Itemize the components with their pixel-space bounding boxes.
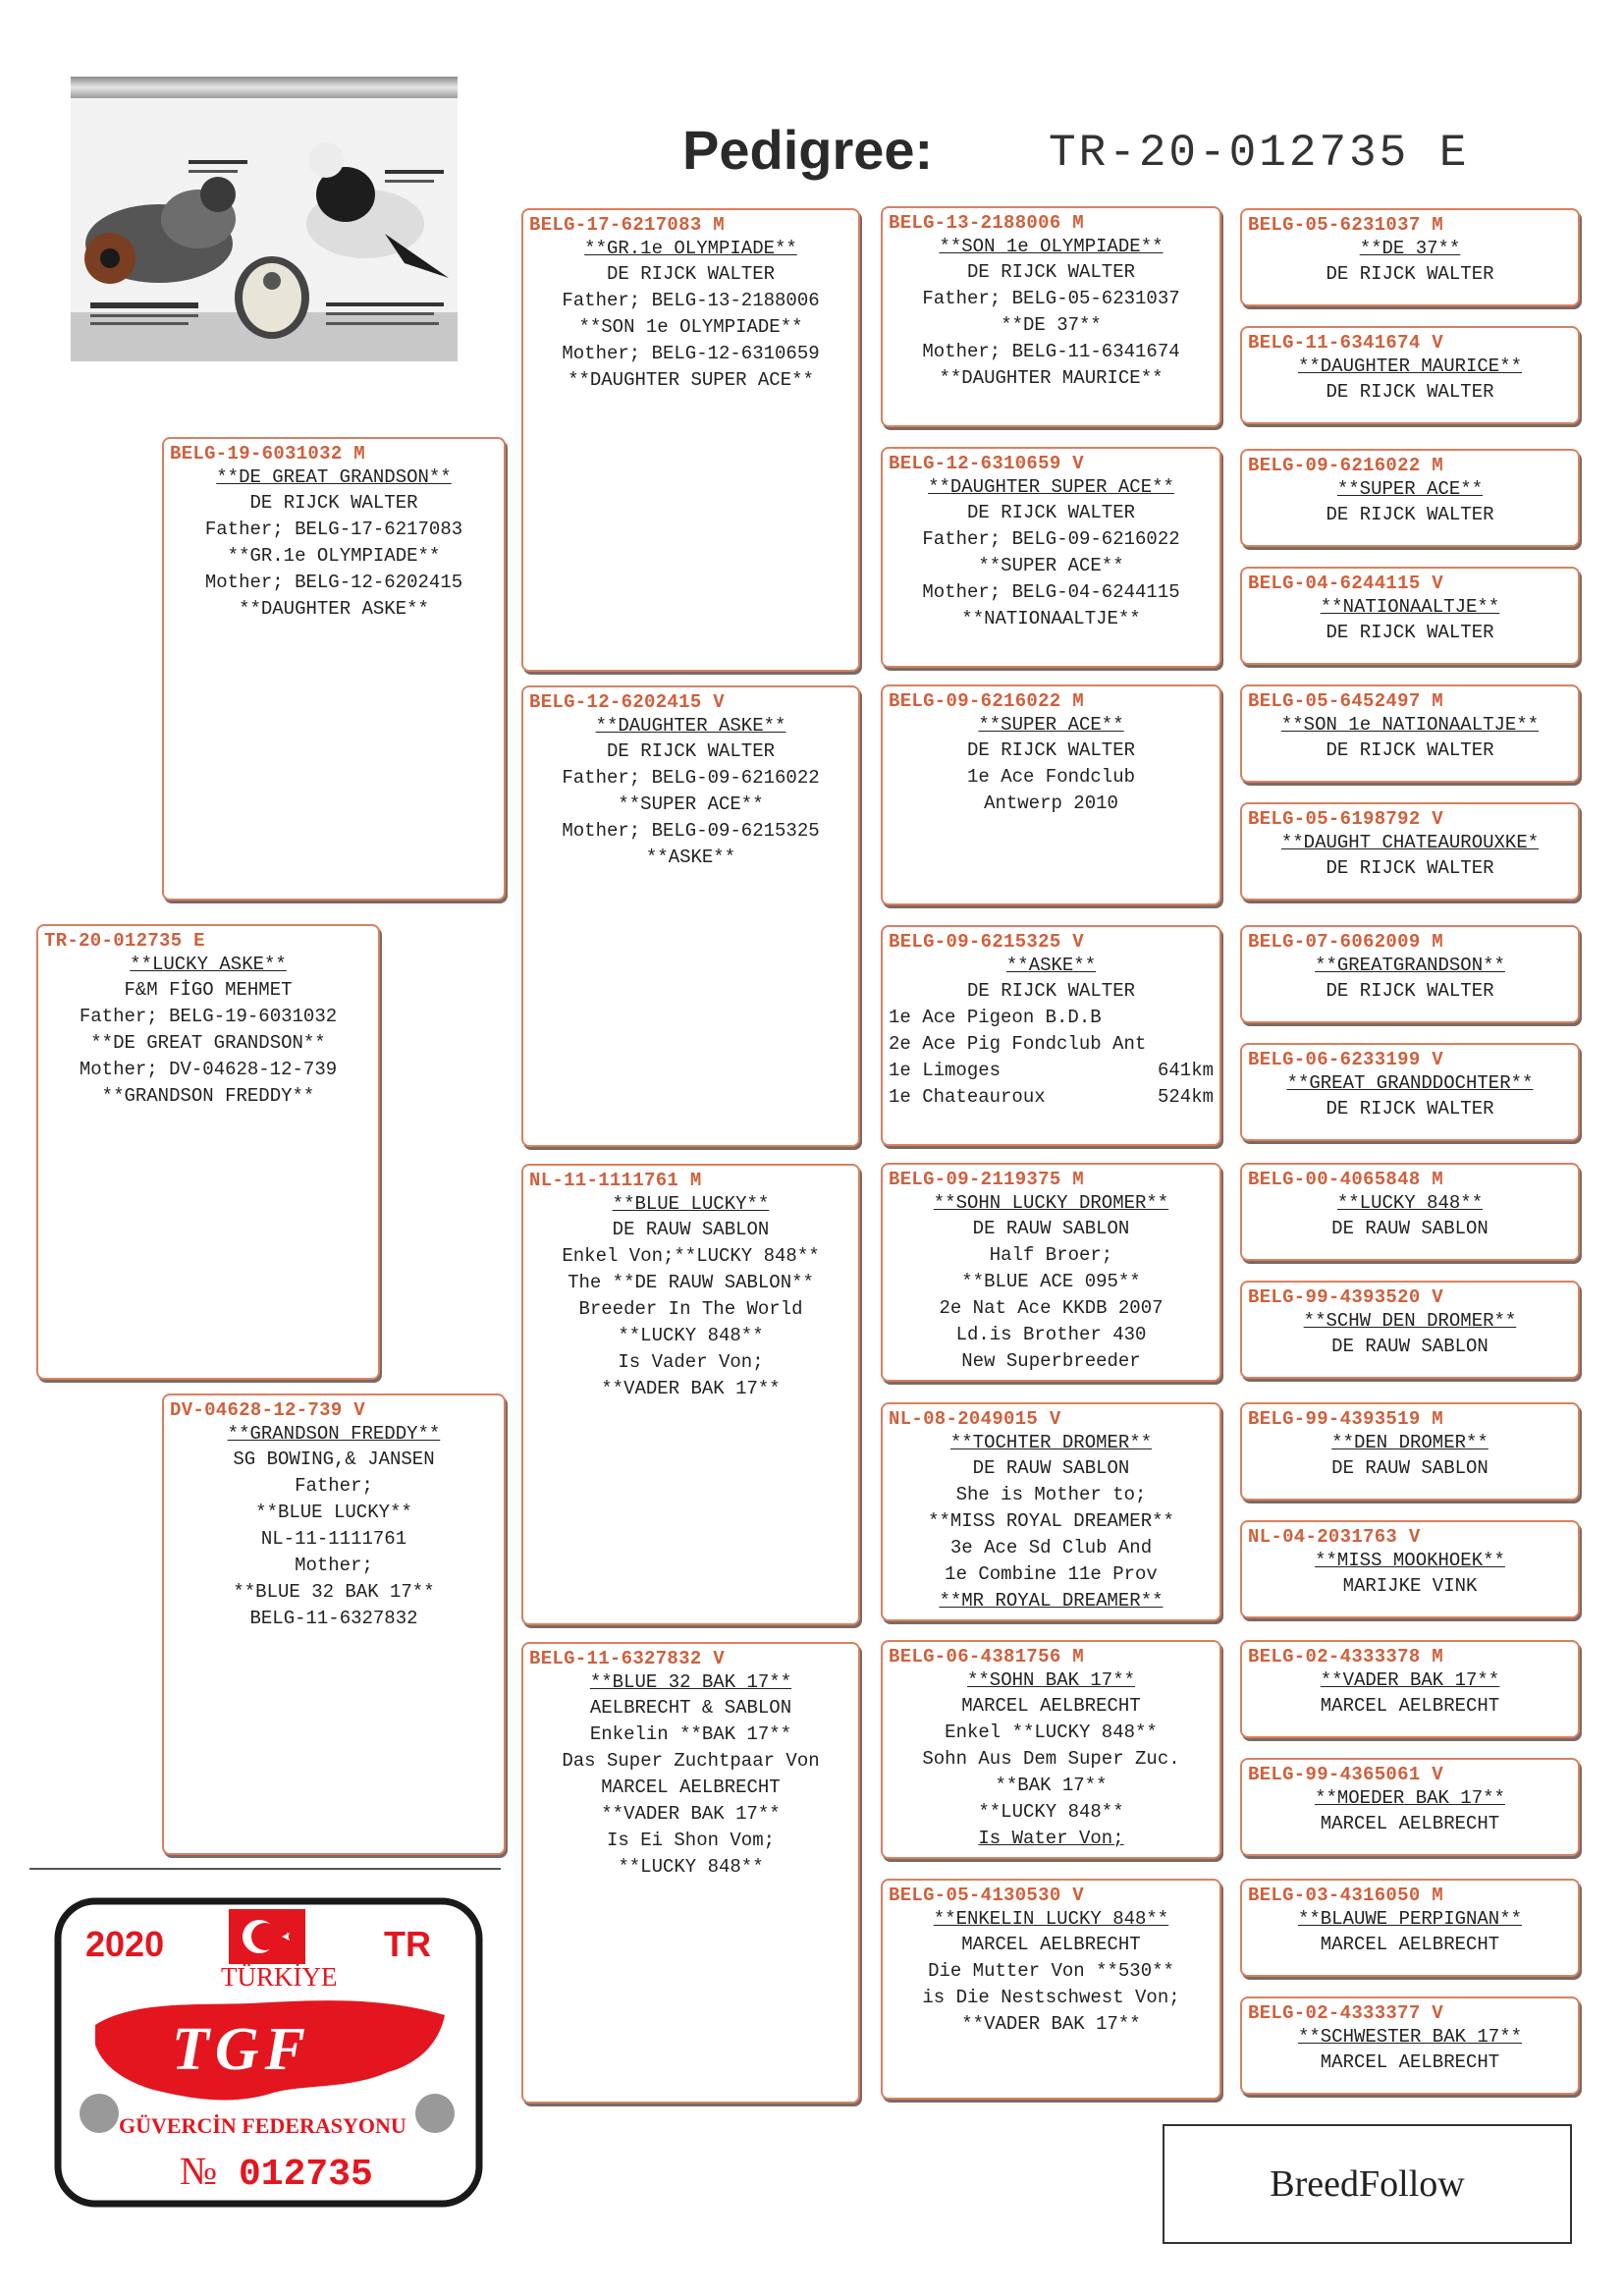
gen3-card [881, 1640, 1221, 1859]
card-line: Is Ei Shon Vom; [606, 1830, 776, 1851]
card-line: Is Water Von; [978, 1828, 1124, 1849]
card-line: Das Super Zuchtpaar Von [562, 1750, 820, 1772]
card-line: NL-11-1111761 [260, 1528, 407, 1550]
card-name: **GRANDSON FREDDY** [227, 1423, 441, 1445]
card-line: Father; [295, 1475, 373, 1497]
page-title: Pedigree: [682, 119, 934, 181]
card-code: NL-04-2031763 V [1248, 1526, 1421, 1548]
gen4-card [1240, 1758, 1580, 1856]
card-line: DE RIJCK WALTER [1326, 857, 1494, 879]
gen4-card [1240, 1996, 1580, 2095]
card-line: **ASKE** [645, 847, 736, 868]
card-line: **SON 1e OLYMPIADE** [578, 316, 803, 338]
card-code: BELG-13-2188006 M [889, 212, 1084, 234]
card-code: BELG-17-6217083 M [529, 214, 725, 236]
card-line: Father; BELG-13-2188006 [562, 290, 820, 311]
card-line: **BAK 17** [995, 1775, 1108, 1796]
card-line: Mother; [295, 1555, 373, 1576]
card-code: BELG-02-4333377 V [1248, 2002, 1443, 2024]
card-name: **GREATGRANDSON** [1315, 955, 1505, 976]
gen2-card [521, 685, 860, 1147]
badge-number: 012735 [239, 2154, 373, 2196]
card-name: **DAUGHTER MAURICE** [1297, 355, 1523, 377]
pigeon-emblem-icon [80, 2094, 119, 2133]
card-code: TR-20-012735 E [44, 930, 205, 952]
card-line: MARCEL AELBRECHT [961, 1695, 1141, 1717]
card-line: MARIJKE VINK [1342, 1575, 1478, 1597]
race-distance: 641km [1157, 1060, 1214, 1081]
card-line: Mother; BELG-12-6202415 [204, 572, 463, 593]
card-name: **SCHW DEN DROMER** [1303, 1310, 1517, 1332]
gen3-card [881, 925, 1221, 1146]
divider [29, 1868, 501, 1870]
card-name: **DAUGHTER SUPER ACE** [928, 476, 1174, 498]
loft-logo-image [71, 77, 458, 361]
card-line: Father; BELG-09-6216022 [922, 528, 1180, 550]
card-line: **MR ROYAL DREAMER** [939, 1590, 1164, 1612]
card-line: Mother; BELG-11-6341674 [922, 341, 1180, 362]
mother-card [162, 1394, 506, 1855]
card-line: DE RIJCK WALTER [1326, 504, 1494, 525]
race-result [883, 1084, 1219, 1111]
gen4-card [1240, 925, 1580, 1023]
card-code: BELG-09-6216022 M [1248, 455, 1443, 476]
gen4-card [1240, 208, 1580, 306]
card-name: **DAUGHTER ASKE** [595, 715, 786, 737]
card-line: DE RIJCK WALTER [249, 492, 418, 514]
card-line: DE RIJCK WALTER [1326, 980, 1494, 1002]
gen4-card [1240, 567, 1580, 665]
card-line: DE RAUW SABLON [1331, 1218, 1489, 1239]
gen3-card [881, 684, 1221, 905]
card-line: DE RIJCK WALTER [966, 502, 1136, 523]
tgf-badge [54, 1897, 483, 2208]
card-line: DE RIJCK WALTER [606, 740, 776, 762]
card-name: **VADER BAK 17** [1320, 1669, 1500, 1691]
gen4-card [1240, 1402, 1580, 1501]
card-code: BELG-05-4130530 V [889, 1885, 1084, 1906]
card-line: 2e Ace Pig Fondclub Ant [889, 1033, 1147, 1055]
gen3-card [881, 1402, 1221, 1621]
card-name: **NATIONAALTJE** [1320, 596, 1500, 618]
card-line: **LUCKY 848** [978, 1801, 1124, 1823]
card-line: DE RIJCK WALTER [606, 263, 776, 285]
card-line: The **DE RAUW SABLON** [568, 1272, 814, 1293]
card-line: **SUPER ACE** [618, 793, 764, 815]
card-name: **DEN DROMER** [1331, 1432, 1489, 1453]
card-name: **SOHN BAK 17** [966, 1669, 1136, 1691]
card-line: Mother; DV-04628-12-739 [79, 1059, 338, 1080]
card-line: New Superbreeder [961, 1350, 1141, 1372]
card-code: BELG-00-4065848 M [1248, 1169, 1443, 1190]
gen4-card [1240, 684, 1580, 783]
card-line: MARCEL AELBRECHT [1320, 1813, 1500, 1834]
card-line: **GRANDSON FREDDY** [101, 1085, 315, 1107]
card-line: MARCEL AELBRECHT [1320, 2051, 1500, 2073]
card-code: NL-08-2049015 V [889, 1408, 1061, 1430]
card-line: AELBRECHT & SABLON [589, 1697, 792, 1719]
card-code: BELG-12-6310659 V [889, 453, 1084, 474]
gen2-card [521, 208, 860, 672]
card-name: **LUCKY 848** [1336, 1192, 1484, 1214]
card-code: BELG-11-6327832 V [529, 1648, 725, 1669]
card-name: **LUCKY ASKE** [130, 954, 287, 975]
card-name: **BLUE 32 BAK 17** [589, 1671, 792, 1693]
badge-number-prefix: № [180, 2149, 218, 2193]
card-name: **SON 1e NATIONAALTJE** [1280, 714, 1540, 736]
card-line: **BLUE 32 BAK 17** [233, 1581, 435, 1603]
card-name: **SOHN LUCKY DROMER** [933, 1192, 1169, 1214]
card-line: **DAUGHTER ASKE** [239, 598, 429, 620]
badge-year: 2020 [85, 1924, 165, 1964]
card-code: BELG-99-4365061 V [1248, 1764, 1443, 1785]
card-line: Father; BELG-17-6217083 [204, 519, 463, 540]
card-code: DV-04628-12-739 V [170, 1399, 365, 1421]
ring-number: TR-20-012735 E [1049, 128, 1470, 179]
gen4-card [1240, 1043, 1580, 1141]
card-line: BELG-11-6327832 [249, 1608, 418, 1629]
card-line: **LUCKY 848** [618, 1856, 764, 1878]
card-line: **MISS ROYAL DREAMER** [928, 1510, 1174, 1532]
card-line: **BLUE LUCKY** [255, 1502, 412, 1523]
card-line: DE RIJCK WALTER [966, 980, 1136, 1002]
card-line: Is Vader Von; [618, 1351, 764, 1373]
card-code: BELG-09-6216022 M [889, 690, 1084, 712]
race-distance: 524km [1157, 1086, 1214, 1108]
card-code: BELG-02-4333378 M [1248, 1646, 1443, 1667]
card-name: **TOCHTER DROMER** [949, 1432, 1153, 1453]
card-line: MARCEL AELBRECHT [601, 1777, 781, 1798]
race-result [883, 1058, 1219, 1084]
card-line: Father; BELG-09-6216022 [562, 767, 820, 789]
card-line: DE RIJCK WALTER [966, 739, 1136, 761]
card-line: DE RAUW SABLON [972, 1457, 1130, 1479]
card-code: BELG-05-6452497 M [1248, 690, 1443, 712]
card-line: Father; BELG-05-6231037 [922, 288, 1180, 309]
card-line: DE RAUW SABLON [1331, 1457, 1489, 1479]
gen3-card [881, 206, 1221, 427]
gen4-card [1240, 1163, 1580, 1261]
card-line: is Die Nestschwest Von; [922, 1987, 1180, 2008]
card-line: DE RIJCK WALTER [1326, 1098, 1494, 1120]
card-name: **SON 1e OLYMPIADE** [939, 236, 1164, 257]
card-name: **SUPER ACE** [1336, 478, 1484, 500]
card-code: BELG-03-4316050 M [1248, 1885, 1443, 1906]
pigeon-emblem-icon [415, 2094, 455, 2133]
card-line: 3e Ace Sd Club And [949, 1537, 1153, 1558]
card-line: Enkel **LUCKY 848** [945, 1722, 1158, 1743]
card-line: 1e Ace Pigeon B.D.B [889, 1007, 1102, 1028]
card-name: **BLUE LUCKY** [612, 1193, 770, 1215]
card-line: **GR.1e OLYMPIADE** [227, 545, 441, 567]
race-name: 1e Chateauroux [889, 1086, 1046, 1108]
card-line: **DE 37** [1001, 314, 1102, 336]
card-line: **DAUGHTER SUPER ACE** [568, 369, 814, 391]
gen2-card [521, 1164, 860, 1625]
gen4-card [1240, 1281, 1580, 1379]
card-line: **BLUE ACE 095** [961, 1271, 1141, 1292]
card-line: DE RAUW SABLON [612, 1219, 770, 1240]
card-name: **DE 37** [1359, 238, 1461, 259]
card-line: Half Broer; [989, 1244, 1113, 1266]
card-line: DE RAUW SABLON [972, 1218, 1130, 1239]
card-code: BELG-09-2119375 M [889, 1169, 1084, 1190]
subject-card [36, 924, 380, 1380]
card-line: 1e Ace Fondclub [966, 766, 1136, 788]
card-line: **VADER BAK 17** [601, 1803, 781, 1825]
card-line: Enkelin **BAK 17** [589, 1723, 792, 1745]
card-name: **GR.1e OLYMPIADE** [584, 238, 797, 259]
card-name: **ASKE** [1005, 955, 1097, 976]
card-line: **VADER BAK 17** [601, 1378, 781, 1399]
card-name: **ENKELIN LUCKY 848** [933, 1908, 1169, 1930]
gen4-card [1240, 1879, 1580, 1977]
badge-federation: GÜVERCİN FEDERASYONU [119, 2113, 406, 2138]
card-line: Sohn Aus Dem Super Zuc. [922, 1748, 1180, 1770]
card-line: Mother; BELG-09-6215325 [562, 820, 820, 842]
card-line: DE RIJCK WALTER [1326, 739, 1494, 761]
breedfollow-brand[interactable]: BreedFollow [1163, 2124, 1572, 2244]
card-name: **MOEDER BAK 17** [1315, 1787, 1505, 1809]
card-line: DE RIJCK WALTER [1326, 381, 1494, 403]
card-name: **SCHWESTER BAK 17** [1297, 2026, 1523, 2048]
card-line: DE RIJCK WALTER [966, 261, 1136, 283]
race-name: 1e Limoges [889, 1060, 1001, 1081]
card-code: BELG-07-6062009 M [1248, 931, 1443, 953]
card-line: **NATIONAALTJE** [961, 608, 1141, 629]
card-line: DE RAUW SABLON [1331, 1336, 1489, 1357]
card-line: MARCEL AELBRECHT [961, 1934, 1141, 1955]
card-line: Die Mutter Von **530** [928, 1960, 1174, 1982]
card-line: 1e Combine 11e Prov [945, 1563, 1158, 1585]
card-code: BELG-06-4381756 M [889, 1646, 1084, 1667]
card-code: BELG-99-4393520 V [1248, 1286, 1443, 1308]
card-name: **DE GREAT GRANDSON** [216, 466, 452, 488]
card-code: BELG-05-6198792 V [1248, 808, 1443, 830]
card-line: Enkel Von;**LUCKY 848** [562, 1245, 820, 1267]
gen3-card [881, 1879, 1221, 2100]
gen3-card [881, 447, 1221, 668]
card-line: Mother; BELG-04-6244115 [922, 581, 1180, 603]
gen2-card [521, 1642, 860, 2104]
father-card [162, 437, 506, 901]
card-line: DE RIJCK WALTER [1326, 263, 1494, 285]
gen3-card [881, 1163, 1221, 1382]
card-line: MARCEL AELBRECHT [1320, 1934, 1500, 1955]
card-code: BELG-05-6231037 M [1248, 214, 1443, 236]
card-line: **SUPER ACE** [978, 555, 1124, 576]
gen4-card [1240, 1520, 1580, 1618]
card-line: Breeder In The World [578, 1298, 803, 1320]
card-line: DE RIJCK WALTER [1326, 622, 1494, 643]
card-line: 2e Nat Ace KKDB 2007 [939, 1297, 1164, 1319]
card-code: BELG-99-4393519 M [1248, 1408, 1443, 1430]
badge-country-code: TR [384, 1924, 431, 1964]
card-line: Father; BELG-19-6031032 [79, 1006, 338, 1027]
card-code: BELG-09-6215325 V [889, 931, 1084, 953]
gen4-card [1240, 326, 1580, 424]
card-line: Ld.is Brother 430 [955, 1324, 1147, 1345]
card-line: **VADER BAK 17** [961, 2013, 1141, 2035]
card-code: BELG-04-6244115 V [1248, 573, 1443, 594]
card-name: **SUPER ACE** [978, 714, 1124, 736]
card-line: Mother; BELG-12-6310659 [562, 343, 820, 364]
gen4-card [1240, 1640, 1580, 1738]
card-line: SG BOWING,& JANSEN [233, 1449, 435, 1470]
gen4-card [1240, 449, 1580, 547]
card-line: She is Mother to; [955, 1484, 1147, 1505]
card-line: Antwerp 2010 [984, 793, 1118, 814]
card-line: **DAUGHTER MAURICE** [939, 367, 1164, 389]
card-line: **DE GREAT GRANDSON** [90, 1032, 326, 1054]
card-name: **BLAUWE PERPIGNAN** [1297, 1908, 1523, 1930]
card-line: **LUCKY 848** [618, 1325, 764, 1346]
card-code: BELG-12-6202415 V [529, 691, 725, 713]
badge-org: TGF [172, 2016, 311, 2083]
card-code: BELG-19-6031032 M [170, 443, 365, 465]
card-code: BELG-06-6233199 V [1248, 1049, 1443, 1070]
badge-country: TÜRKİYE [221, 1962, 338, 1992]
card-code: NL-11-1111761 M [529, 1170, 702, 1191]
card-name: **MISS MOOKHOEK** [1315, 1550, 1505, 1571]
card-line: F&M FİGO MEHMET [124, 979, 293, 1001]
card-line: MARCEL AELBRECHT [1320, 1695, 1500, 1717]
card-name: **DAUGHT CHATEAUROUXKE* [1280, 832, 1540, 853]
card-name: **GREAT GRANDDOCHTER** [1286, 1072, 1534, 1094]
gen4-card [1240, 802, 1580, 901]
card-code: BELG-11-6341674 V [1248, 332, 1443, 354]
